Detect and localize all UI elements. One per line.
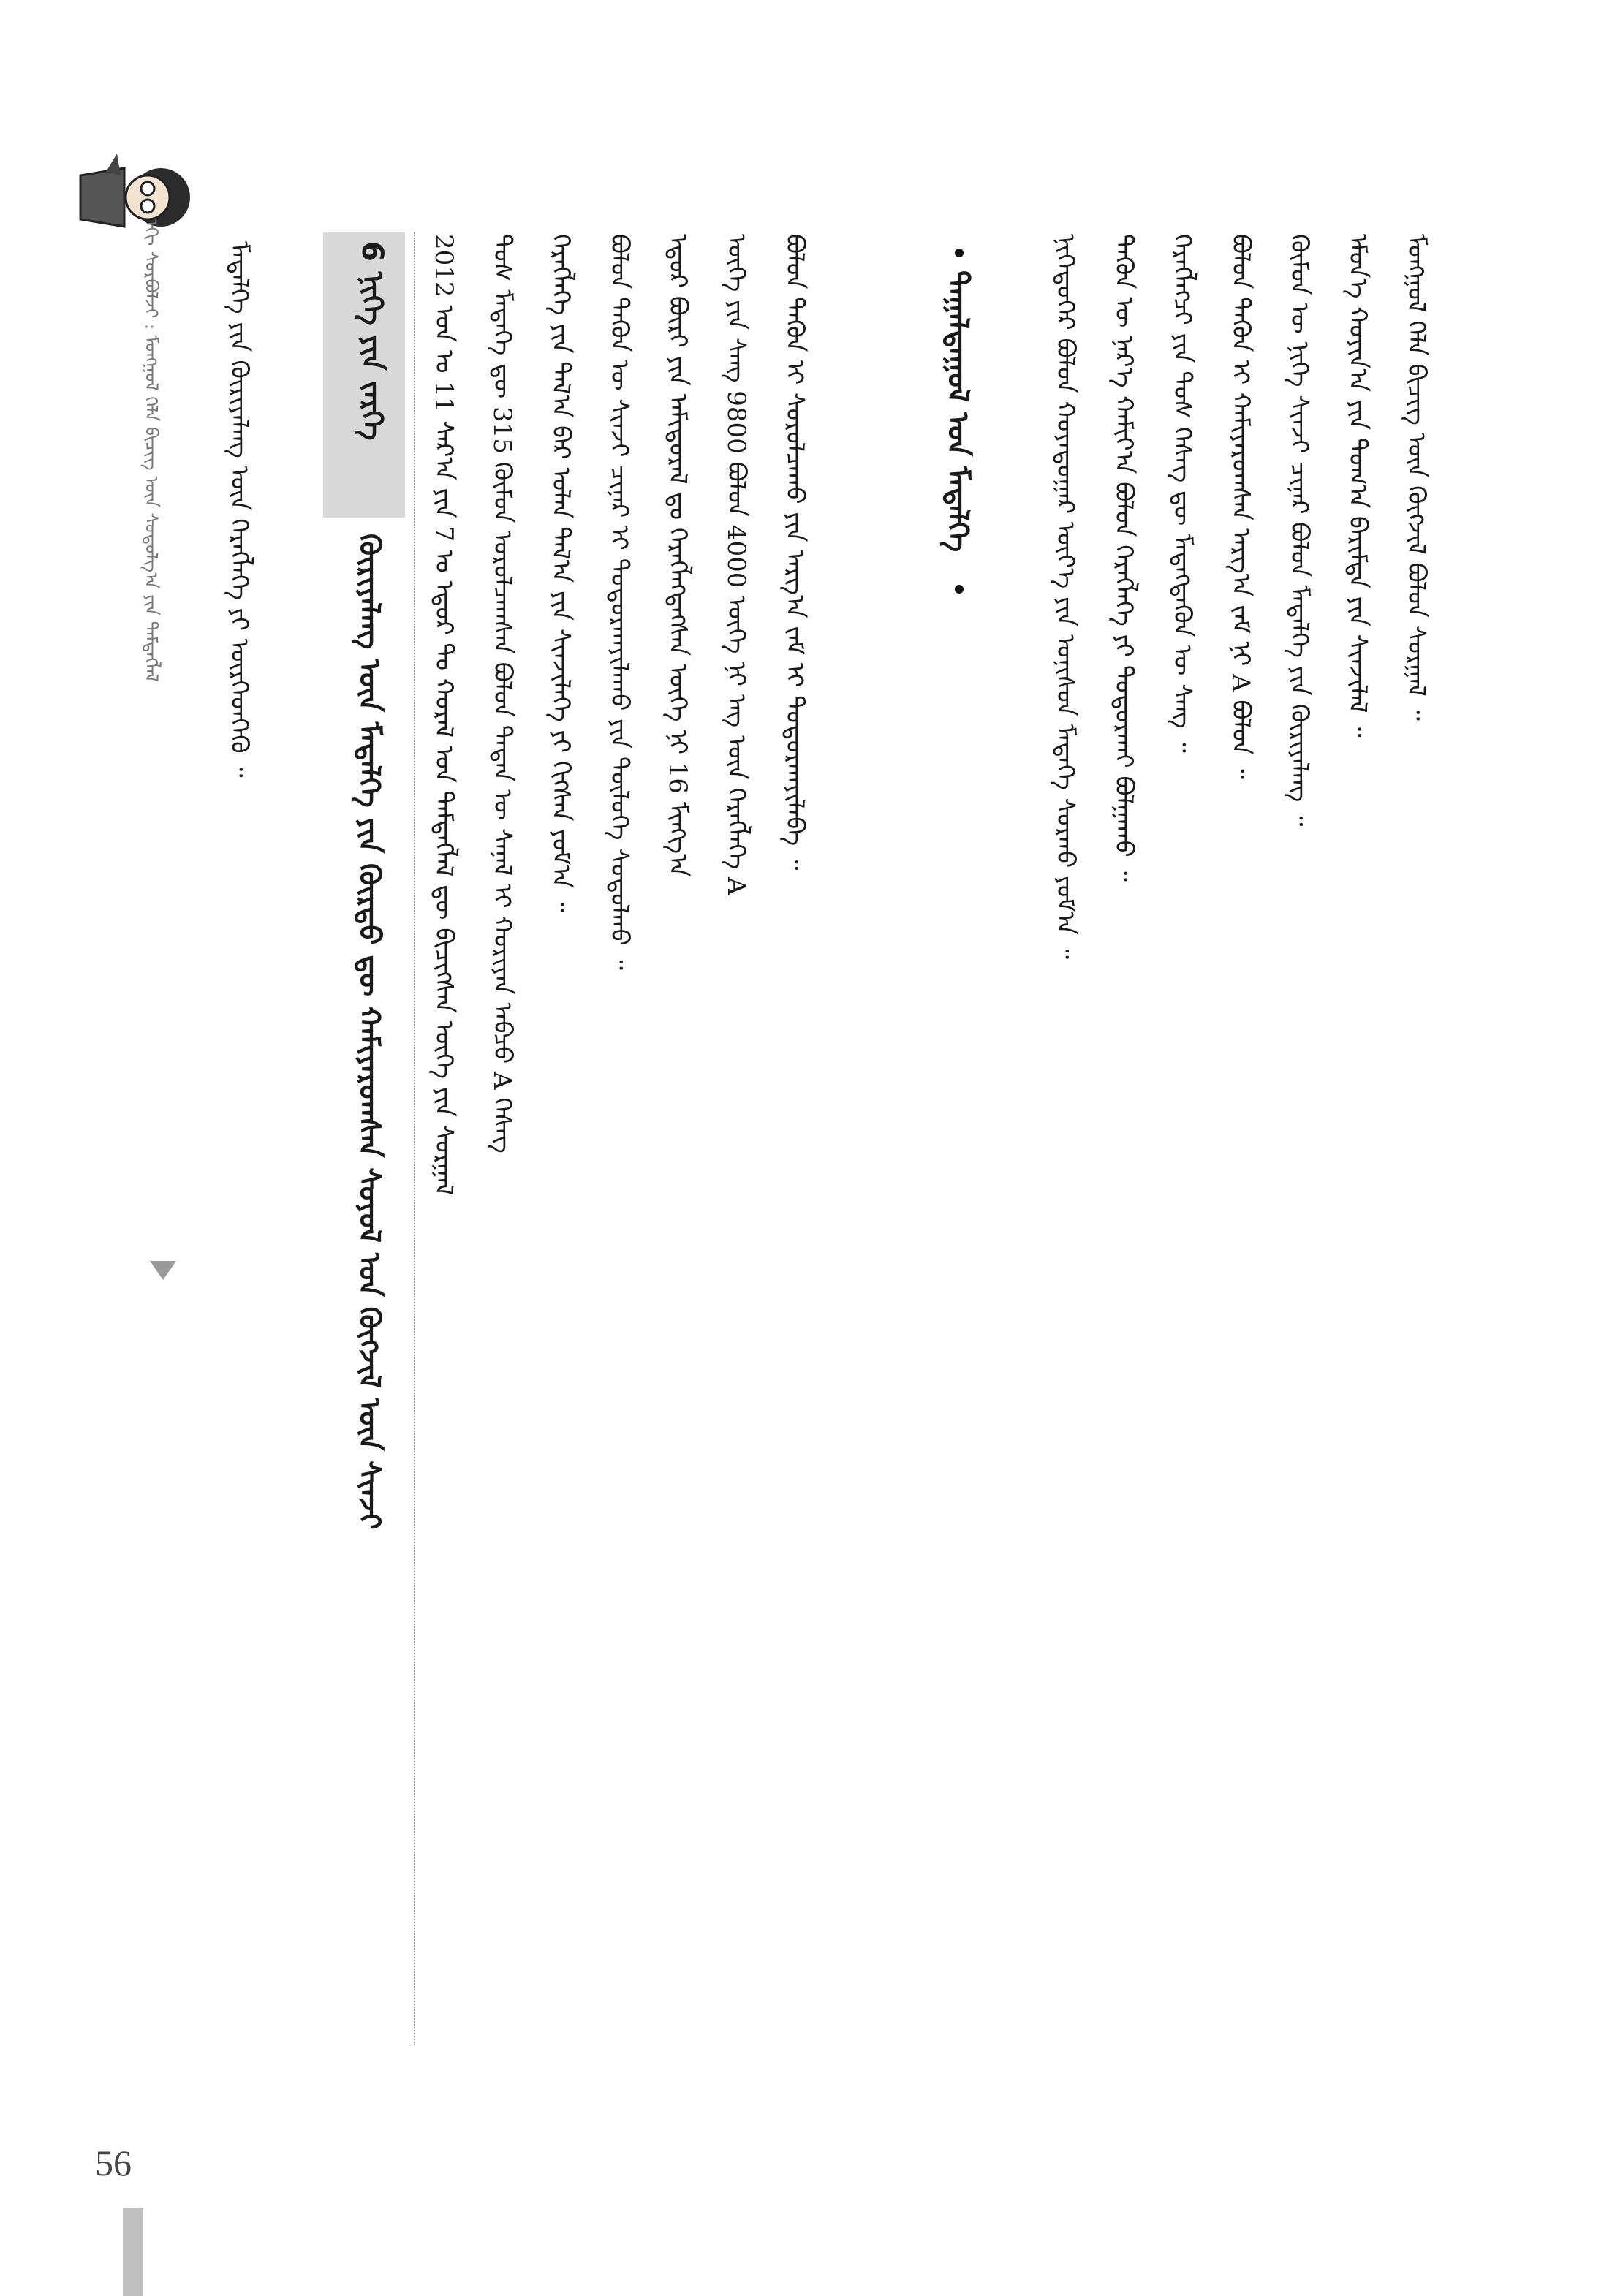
mascot-illustration-icon — [66, 132, 212, 263]
intro-line: ᠲᠡᠭᠦᠨ ᠦ ᠨᠡᠷ᠎ᠡ ᠬᠠᠮᠢᠶ᠎ᠠ ᠪᠣᠯᠤᠨ ᠬᠡᠷᠡᠭᠯᠡᠭᠡ ᠶᠢ ᠲᠣᠳᠤᠷᠬᠠᠶ ᠪᠣᠯᠭᠠᠬᠤ ᠃ — [1109, 234, 1138, 882]
intro-line: ᠨᠢᠭᠡᠳᠦᠭᠡᠷ ᠪᠣᠯᠤᠨ ᠬᠣᠶᠠᠳᠤᠭᠠᠷ ᠦᠶ᠎ᠡ ᠶᠢᠨ ᠣᠨᠢᠰᠤᠨ ᠮᠡᠳᠡᠭᠡ ᠰᠤᠷᠬᠤ ᠶᠤᠮ᠎ᠠ ᠃ — [1051, 234, 1080, 960]
box-title-text: ᠨᠢᠭᠡ ᠶᠢᠨ ᠵᠡᠷᠭᠡ — [355, 271, 389, 441]
intro-line: ᠪᠣᠯᠤᠨ ᠲᠡᠭᠦᠨ ᠢ ᠬᠠᠮᠢᠶᠠᠷᠤᠭᠰᠠᠨ ᠠᠷᠭ᠎ᠠ ᠵᠠᠮ ᠨᠢ A ᠪᠣᠯᠤᠨ ᠃ — [1226, 234, 1255, 779]
intro-line: ᠬᠦᠮᠦᠨ ᠦ ᠨᠢᠭᠡ ᠰᠢᠨᠵᠢ ᠴᠢᠨᠠᠷ ᠪᠣᠯᠤᠨ ᠮᠡᠳᠡᠯᠭᠡ ᠶᠢᠨ ᠬᠦᠷᠢᠶᠡᠯᠡᠩ ᠃ — [1285, 234, 1314, 827]
body-column: 2012 ᠣᠨ ᠤ 11 ᠰᠠᠷ᠎ᠠ ᠶᠢᠨ 7 ᠤ ᠡᠳᠦᠷ ᠲᠤ ᠬᠤᠷᠠᠯ ᠤᠨ ᠲᠡᠮᠳᠡᠭᠯᠡᠯ ᠳᠦ ᠪᠢᠴᠢᠭᠰᠡᠨ ᠦᠭᠡ ᠶᠢᠨ ᠰᠤᠷᠭᠠᠯ — [429, 234, 458, 1196]
body-column: ᠡᠳᠦᠷ ᠪᠦᠷᠢ ᠶᠢᠨ ᠠᠮᠢᠳᠤᠷᠠᠯ ᠳᠤ ᠬᠡᠷᠡᠭᠯᠡᠭᠳᠡᠭᠰᠡᠨ ᠦᠭᠡ ᠨᠢ 16 ᠮᠢᠩᠭ᠎ᠠ — [663, 234, 692, 877]
section-label: ᠳᠠᠭᠠᠯᠳᠠᠭᠤᠯ ᠤᠨ ᠮᠡᠳᠡᠯᠭᠡ — [941, 270, 975, 553]
source-note: ᠡᠬᠢ ᠰᠤᠷᠪᠤᠯᠵᠢ : ᠮᠣᠩᠭᠣᠯ ᠬᠡᠯᠡ ᠪᠢᠴᠢᠭ ᠦᠨ ᠰᠤᠳᠤᠯᠭ᠎ᠠ ᠶᠢᠨ ᠲᠡᠮᠳᠡᠭᠯᠡᠯ — [141, 219, 162, 682]
page-number: 56 — [95, 2142, 132, 2183]
body-column: ᠬᠡᠷᠡᠭᠯᠡᠭᠡ ᠶᠢᠨ ᠲᠠᠯ᠎ᠠ ᠪᠠᠷ ᠣᠯᠠᠨ ᠲᠠᠯ᠎ᠠ ᠶᠢᠨ ᠰᠢᠨᠵᠢᠯᠡᠭᠡ ᠶᠢ ᠬᠢᠭᠰᠡᠨ ᠶᠤᠮ᠎ᠠ ᠃ — [546, 234, 575, 913]
box-title-label — [347, 241, 398, 512]
arrow-down-icon — [150, 1261, 176, 1280]
bullet-icon — [955, 249, 964, 257]
dotted-divider — [414, 232, 415, 2045]
body-column: ᠦᠭᠡ ᠶᠢᠨ ᠰᠠᠩ 9800 ᠪᠣᠯᠤᠨ 4000 ᠦᠭᠡ ᠨᠢ ᠡᠩ ᠦᠨ ᠬᠡᠷᠡᠭᠯᠡᠭᠡ A — [722, 234, 751, 895]
box-title-continuation: ᠬᠦᠷᠢᠶᠡᠯᠡᠩ ᠦᠨ ᠮᠡᠳᠡᠯᠭᠡ ᠶᠢᠨ ᠬᠦᠷᠳᠦ ᠳᠦ ᠬᠠᠮᠢᠶᠠᠷᠤᠭᠰᠠᠨ ᠰᠣᠶᠣᠯ ᠤᠨ ᠬᠥᠭᠵᠢᠯ ᠦᠨ ᠰᠢᠨᠵᠢ — [352, 534, 386, 1530]
page-edge-bar — [123, 2208, 143, 2296]
intro-line: ᠡᠮᠦᠨ᠎ᠡ ᠬᠣᠶᠢᠨ᠎ᠠ ᠶᠢᠨ ᠲᠣᠭ᠎ᠠ ᠪᠠᠷᠢᠮᠲᠠ ᠶᠢᠨ ᠰᠢᠨᠵᠢᠯᠡᠯ ᠃ — [1343, 234, 1372, 738]
box-title-number: 6 — [355, 241, 389, 262]
body-column: ᠲᠤᠰ ᠮᠡᠳᠡᠭᠡ ᠳᠦ 315 ᠬᠦᠮᠦᠨ ᠣᠷᠣᠯᠴᠠᠭᠰᠠᠨ ᠪᠣᠯᠤᠨ ᠲᠡᠳᠡᠨ ᠦ ᠰᠠᠨᠠᠯ ᠢ ᠬᠤᠷᠢᠶᠠᠨ ᠠᠪᠴᠤ A ᠬᠡᠰᠡᠭ — [488, 234, 517, 1153]
body-column: ᠪᠣᠯᠤᠨ ᠲᠡᠭᠦᠨ ᠦ ᠰᠢᠨᠵᠢ ᠴᠢᠨᠠᠷ ᠢ ᠲᠣᠳᠤᠷᠬᠠᠶᠢᠯᠠᠬᠤ ᠶᠢᠨ ᠲᠥᠯᠦᠭᠡ ᠰᠤᠳᠤᠯᠬᠤ ᠃ — [605, 234, 634, 970]
intro-line: ᠮᠣᠩᠭᠣᠯ ᠬᠡᠯᠡ ᠪᠢᠴᠢᠭ ᠦᠨ ᠬᠥᠭᠵᠢᠯ ᠪᠣᠯᠤᠨ ᠰᠤᠷᠭᠠᠯ ᠃ — [1401, 234, 1431, 721]
intro-line: ᠬᠡᠷᠡᠭᠯᠡᠭᠴᠢ ᠶᠢᠨ ᠲᠤᠰ ᠬᠡᠰᠡᠭ ᠳᠦ ᠮᠡᠳᠡᠭᠳᠡᠬᠦᠨ ᠦ ᠰᠠᠩ ᠃ — [1168, 234, 1197, 753]
body-column: ᠪᠣᠯᠤᠨ ᠲᠡᠭᠦᠨ ᠢ ᠰᠤᠷᠤᠯᠴᠠᠬᠤ ᠶᠢᠨ ᠠᠷᠭ᠎ᠠ ᠵᠠᠮ ᠢ ᠲᠣᠳᠤᠷᠬᠠᠶᠢᠯᠠᠪᠠ ᠃ — [780, 234, 809, 871]
bullet-icon — [955, 585, 964, 594]
closing-line: ᠮᠡᠳᠡᠯᠭᠡ ᠶᠢᠨ ᠬᠦᠷᠢᠶᠡᠯᠡᠩ ᠦᠨ ᠬᠡᠷᠡᠭᠯᠡᠭᠡ ᠶᠢ ᠥᠷᠭᠡᠳᠬᠡᠬᠦ ᠃ — [224, 241, 254, 778]
